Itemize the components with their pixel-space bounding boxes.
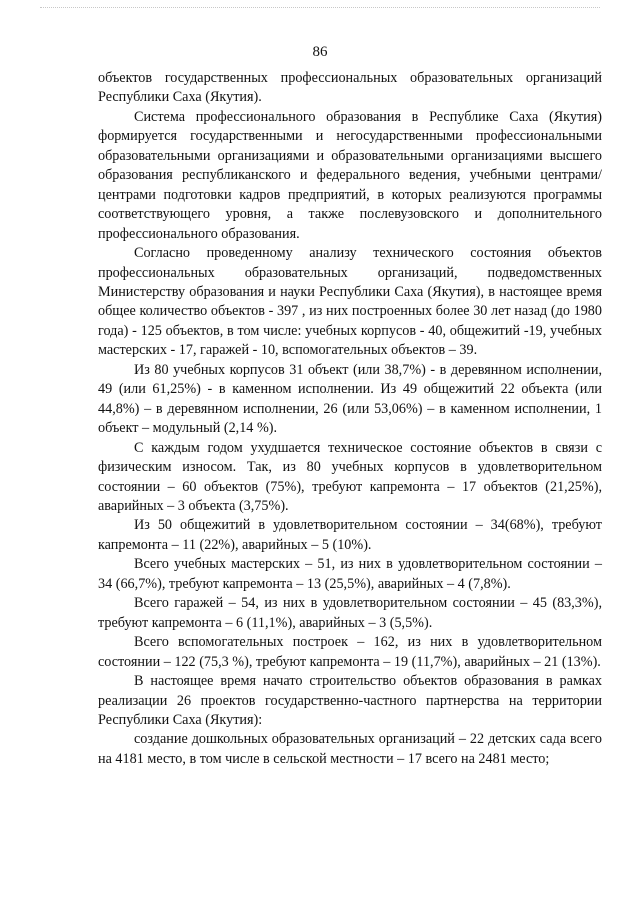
scan-artifact-line [40, 7, 600, 9]
paragraph-9: Всего вспомогательных построек – 162, из них в удовлетворительном состоянии – 122 (75,3 %), требуют капремонта – 19 (11,7%), аварийных – 21 (13%). [98, 634, 602, 670]
paragraph-11: создание дошкольных образовательных организаций – 22 детских сада всего на 4181 место, в том числе в сельской местности – 17 всего на 2481 место; [98, 731, 602, 767]
paragraph-1: объектов государственных профессиональных образовательных организаций Республики Саха (Якутия). [98, 70, 602, 106]
paragraph-2: Система профессионального образования в Республике Саха (Якутия) формируется государственными и негосударственными профессиональными образовательными организациями и образовательными организациями высшего образования республиканского и федерального ведения, учебными центрами/центрами подготовки кадров предприятий, в которых реализуются программы соответствующего уровня, а также послевузовского и дополнительного профессионального образования. [98, 108, 602, 242]
paragraph-10: В настоящее время начато строительство объектов образования в рамках реализации 26 проектов государственно-частного партнерства на территории Республики Саха (Якутия): [98, 673, 602, 728]
document-body [98, 69, 602, 769]
paragraph-4: Из 80 учебных корпусов 31 объект (или 38,7%) - в деревянном исполнении, 49 (или 61,25%) - в каменном исполнении. Из 49 общежитий 22 объекта (или 44,8%) – в деревянном исполнении, 26 (или 53,06%) – в каменном исполнении, 1 объект – модульный (2,14 %). [98, 361, 602, 437]
paragraph-6: Из 50 общежитий в удовлетворительном состоянии – 34(68%), требуют капремонта – 11 (22%), аварийных – 5 (10%). [98, 517, 602, 553]
page-number: 86 [312, 44, 328, 60]
paragraph-7: Всего учебных мастерских – 51, из них в удовлетворительном состоянии – 34 (66,7%), требуют капремонта – 13 (25,5%), аварийных – 4 (7,8%). [98, 556, 602, 592]
paragraph-5: С каждым годом ухудшается техническое состояние объектов в связи с физическим износом. Так, из 80 учебных корпусов в удовлетворительном состоянии – 60 объектов (75%), требуют капремонта – 17 объектов (21,25%), аварийных – 3 объекта (3,75%). [98, 439, 602, 514]
paragraph-3: Согласно проведенному анализу технического состояния объектов профессиональных образовательных организаций, подведомственных Министерству образования и науки Республики Саха (Якутия), в настоящее время общее количество объектов - 397 , из них построенных более 30 лет назад (до 1980 года) - 125 объектов, в том числе: учебных корпусов - 40, общежитий -19, учебных мастерских - 17, гаражей - 10, вспомогательных объектов – 39. [98, 245, 602, 359]
paragraph-8: Всего гаражей – 54, из них в удовлетворительном состоянии – 45 (83,3%), требуют капремонта – 6 (11,1%), аварийных – 3 (5,5%). [98, 595, 602, 631]
